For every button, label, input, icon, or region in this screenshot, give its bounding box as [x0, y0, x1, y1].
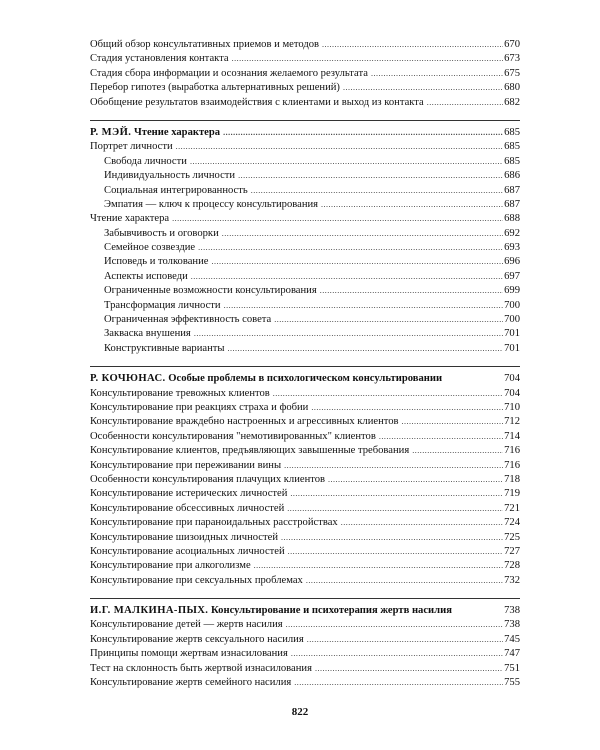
- dot-leader: [341, 516, 503, 530]
- dot-leader: [291, 647, 503, 661]
- section-heading-text: [90, 604, 452, 618]
- entry-title: Особенности консультирования плачущих клиентов: [90, 473, 326, 485]
- dot-leader: [307, 633, 503, 647]
- dot-leader: [190, 155, 503, 169]
- entry-page-number: 675: [504, 67, 520, 79]
- entry-page-number: 724: [504, 517, 520, 529]
- entry-page-number: 716: [504, 459, 520, 471]
- dot-leader: [402, 415, 504, 429]
- entry-title: Тест на склонность быть жертвой изнасилования: [90, 662, 312, 674]
- entry-title: Закваска внушения: [104, 328, 191, 340]
- entry-title: Конструктивные варианты: [104, 342, 225, 354]
- entry-page-number: 714: [504, 430, 520, 442]
- toc-entry: [90, 444, 520, 458]
- toc-section: [90, 38, 520, 110]
- toc-entry: [90, 516, 520, 530]
- entry-title: Стадия установления контакта: [90, 53, 229, 65]
- entry-title: Консультирование обсессивных личностей: [90, 502, 285, 514]
- entry-title: Консультирование при переживании вины: [90, 459, 282, 471]
- entry-page-number: 755: [504, 677, 520, 689]
- toc-subentry: [90, 327, 520, 341]
- entry-page-number: 696: [504, 256, 520, 268]
- section-divider: [90, 366, 520, 367]
- dot-leader: [320, 284, 503, 298]
- toc-entry: [90, 401, 520, 415]
- entry-title: Консультирование враждебно настроенных и агрессивных клиентов: [90, 416, 399, 428]
- toc-entry: [90, 487, 520, 501]
- entry-page-number: 718: [504, 473, 520, 485]
- entry-title: Чтение характера: [90, 213, 170, 225]
- entry-title: Консультирование клиентов, предъявляющих завышенные требования: [90, 445, 410, 457]
- toc-section: [90, 120, 520, 356]
- toc-entry: [90, 633, 520, 647]
- entry-title: Консультирование шизоидных личностей: [90, 531, 279, 543]
- dot-leader: [287, 502, 503, 516]
- entry-page-number: 688: [504, 213, 520, 225]
- section-author: Р. КОЧЮНАС.: [90, 373, 166, 385]
- section-heading: [90, 126, 520, 140]
- toc-subentry: [90, 241, 520, 255]
- entry-page-number: 732: [504, 574, 520, 586]
- toc-entry: [90, 38, 520, 52]
- entry-page-number: 693: [504, 242, 520, 254]
- entry-title: Общий обзор консультативных приемов и методов: [90, 39, 320, 50]
- toc-entry: [90, 96, 520, 110]
- entry-title: Трансформация личности: [104, 299, 221, 311]
- entry-title: Консультирование при сексуальных проблемах: [90, 574, 303, 586]
- entry-title: Консультирование детей — жертв насилия: [90, 619, 283, 631]
- toc-entry: [90, 545, 520, 559]
- toc-section: [90, 598, 520, 690]
- entry-page-number: 682: [504, 96, 520, 108]
- section-title: Консультирование и психотерапия жертв насилия: [211, 605, 452, 617]
- toc-subentry: [90, 284, 520, 298]
- entry-title: Принципы помощи жертвам изнасилования: [90, 648, 288, 660]
- dot-leader: [427, 96, 503, 110]
- section-author: Р. МЭЙ.: [90, 126, 132, 138]
- entry-title: Портрет личности: [90, 141, 173, 153]
- dot-leader: [176, 140, 503, 154]
- toc-entry: [90, 140, 520, 154]
- toc-entry: [90, 459, 520, 473]
- entry-page-number: 719: [504, 488, 520, 500]
- entry-page-number: 680: [504, 82, 520, 94]
- section-heading-text: [90, 126, 220, 140]
- entry-title: Перебор гипотез (выработка альтернативных решений): [90, 82, 340, 94]
- dot-leader: [371, 67, 503, 81]
- entry-page-number: 710: [504, 401, 520, 413]
- entry-page-number: 692: [504, 227, 520, 239]
- entry-page-number: 685: [504, 155, 520, 167]
- dot-leader: [191, 270, 503, 284]
- toc-entry: [90, 531, 520, 545]
- entry-page-number: 738: [504, 619, 520, 631]
- toc-section: [90, 366, 520, 588]
- dot-leader: [294, 676, 503, 690]
- dot-leader: [412, 444, 503, 458]
- toc-entry: [90, 574, 520, 588]
- entry-title: Эмпатия — ключ к процессу консультирования: [104, 198, 319, 210]
- entry-page-number: 673: [504, 53, 520, 65]
- entry-title: Аспекты исповеди: [104, 270, 188, 282]
- toc-entry: [90, 430, 520, 444]
- section-page-number: 738: [504, 605, 520, 617]
- toc-entry: [90, 67, 520, 81]
- entry-page-number: 687: [504, 198, 520, 210]
- entry-page-number: 685: [504, 141, 520, 153]
- entry-page-number: 701: [504, 342, 520, 354]
- entry-title: Консультирование жертв сексуального насилия: [90, 633, 304, 645]
- entry-page-number: 751: [504, 662, 520, 674]
- toc-entry: [90, 647, 520, 661]
- toc-entry: [90, 52, 520, 66]
- toc-entry: [90, 676, 520, 690]
- entry-page-number: 728: [504, 560, 520, 572]
- dot-leader: [194, 327, 503, 341]
- dot-leader: [222, 227, 503, 241]
- toc-entry: [90, 618, 520, 632]
- entry-title: Консультирование асоциальных личностей: [90, 545, 285, 557]
- dot-leader: [284, 459, 503, 473]
- section-divider: [90, 120, 520, 121]
- entry-page-number: 687: [504, 184, 520, 196]
- entry-title: Консультирование при алкоголизме: [90, 560, 251, 572]
- toc-entry: [90, 502, 520, 516]
- dot-leader: [311, 401, 503, 415]
- toc-subentry: [90, 198, 520, 212]
- toc-subentry: [90, 270, 520, 284]
- entry-title: Консультирование при реакциях страха и фобии: [90, 401, 309, 413]
- section-heading: [90, 604, 520, 618]
- dot-leader: [286, 618, 503, 632]
- toc-entry: [90, 662, 520, 676]
- entry-title: Особенности консультирования "немотивированных" клиентов: [90, 430, 376, 442]
- entry-page-number: 697: [504, 270, 520, 282]
- section-title: Особые проблемы в психологическом консультировании: [168, 373, 443, 385]
- dot-leader: [228, 342, 504, 356]
- dot-leader: [290, 487, 503, 501]
- entry-page-number: 747: [504, 648, 520, 660]
- entry-title: Консультирование истерических личностей: [90, 488, 288, 500]
- toc-subentry: [90, 313, 520, 327]
- entry-page-number: 699: [504, 285, 520, 297]
- entry-page-number: 701: [504, 328, 520, 340]
- entry-title: Забывчивость и оговорки: [104, 227, 219, 239]
- dot-leader: [306, 574, 503, 588]
- dot-leader: [315, 662, 503, 676]
- entry-page-number: 704: [504, 387, 520, 399]
- toc-subentry: [90, 155, 520, 169]
- entry-title: Консультирование жертв семейного насилия: [90, 677, 292, 689]
- section-title: Чтение характера: [133, 126, 221, 138]
- toc-subentry: [90, 255, 520, 269]
- toc-entry: [90, 415, 520, 429]
- toc-subentry: [90, 184, 520, 198]
- entry-title: Исповедь и толкование: [104, 256, 209, 268]
- dot-leader: [238, 169, 503, 183]
- section-page-number: 685: [504, 126, 520, 138]
- entry-page-number: 727: [504, 545, 520, 557]
- dot-leader: [281, 531, 503, 545]
- section-heading: [90, 372, 520, 386]
- section-author: И.Г. МАЛКИНА-ПЫХ.: [90, 605, 209, 617]
- toc-subentry: [90, 299, 520, 313]
- entry-page-number: 686: [504, 170, 520, 182]
- entry-title: Ограниченная эффективность совета: [104, 314, 272, 326]
- toc-entry: [90, 559, 520, 573]
- entry-page-number: 721: [504, 502, 520, 514]
- page-number: 822: [291, 706, 309, 718]
- toc-subentry: [90, 169, 520, 183]
- entry-page-number: 670: [504, 39, 520, 50]
- toc-subentry: [90, 342, 520, 356]
- toc-entry: [90, 387, 520, 401]
- entry-page-number: 716: [504, 445, 520, 457]
- dot-leader: [343, 81, 503, 95]
- dot-leader: [379, 430, 503, 444]
- dot-leader: [321, 198, 503, 212]
- entry-title: Ограниченные возможности консультирования: [104, 285, 317, 297]
- dot-leader: [198, 241, 503, 255]
- dot-leader: [223, 126, 503, 140]
- dot-leader: [328, 473, 503, 487]
- toc-subentry: [90, 227, 520, 241]
- section-heading-text: [90, 372, 442, 386]
- dot-leader: [322, 38, 503, 52]
- toc-entry: [90, 212, 520, 226]
- entry-title: Стадия сбора информации и осознания желаемого результата: [90, 67, 368, 79]
- entry-title: Обобщение результатов взаимодействия с клиентами и выход из контакта: [90, 96, 424, 108]
- dot-leader: [172, 212, 503, 226]
- dot-leader: [288, 545, 503, 559]
- section-page-number: 704: [504, 373, 520, 385]
- dot-leader: [232, 52, 504, 66]
- entry-page-number: 712: [504, 416, 520, 428]
- toc-entry: [90, 81, 520, 95]
- entry-page-number: 745: [504, 633, 520, 645]
- dot-leader: [274, 313, 503, 327]
- entry-title: Свобода личности: [104, 155, 187, 167]
- entry-title: Консультирование при параноидальных расстройствах: [90, 517, 338, 529]
- table-of-contents: [90, 38, 520, 690]
- toc-entry: [90, 473, 520, 487]
- entry-page-number: 700: [504, 299, 520, 311]
- entry-title: Консультирование тревожных клиентов: [90, 387, 270, 399]
- dot-leader: [251, 184, 503, 198]
- entry-page-number: 700: [504, 314, 520, 326]
- dot-leader: [254, 559, 503, 573]
- dot-leader: [224, 299, 504, 313]
- entry-page-number: 725: [504, 531, 520, 543]
- entry-title: Семейное созвездие: [104, 242, 196, 254]
- entry-title: Индивидуальность личности: [104, 170, 236, 182]
- entry-title: Социальная интегрированность: [104, 184, 248, 196]
- dot-leader: [211, 255, 503, 269]
- dot-leader: [273, 387, 503, 401]
- section-divider: [90, 598, 520, 599]
